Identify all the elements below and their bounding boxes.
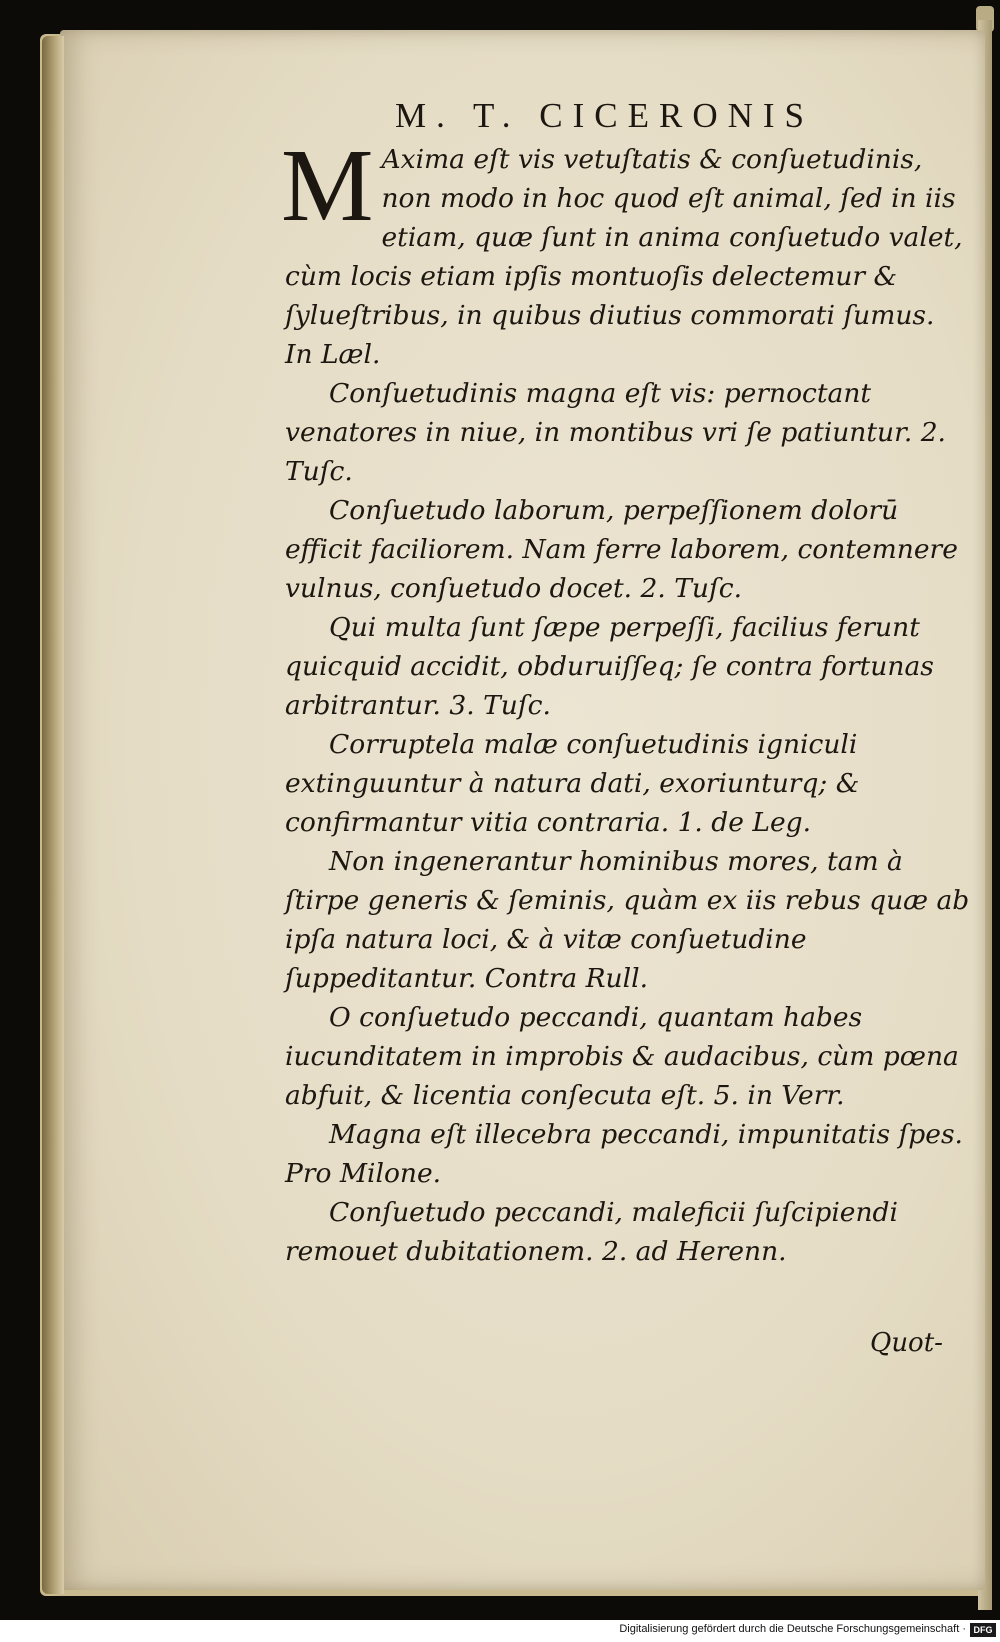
dfg-logo-icon: DFG — [970, 1623, 996, 1637]
running-title: M. T. CICERONIS — [395, 96, 815, 135]
paragraph-8: Magna eſt illecebra peccandi, impunitatis ſpes. Pro Milone. — [285, 1119, 963, 1189]
paragraph-1: Axima eſt vis vetuſtatis & conſuetudinis, non modo in hoc quod eſt animal, ſed in iis etiam, quæ ſunt in anima conſuetudo valet, cùm locis etiam ipſis montuoſis delectemur & ſylueſtribus, in quibus diutius commorati ſumus. In Læl. — [285, 144, 963, 370]
paragraph-6: Non ingenerantur hominibus mores, tam à ſtirpe generis & ſeminis, quàm ex iis rebus quæ ab ipſa natura loci, & à vitæ conſuetudine ſuppeditantur. Contra Rull. — [285, 846, 970, 994]
catchword: Quot- — [870, 1328, 943, 1358]
drop-cap: M — [281, 128, 374, 243]
book-spine — [42, 36, 64, 1594]
paragraph-5: Corruptela malæ conſuetudinis igniculi extinguuntur à natura dati, exoriunturq; & confirmantur vitia contraria. 1. de Leg. — [285, 729, 860, 838]
paragraph-7: O conſuetudo peccandi, quantam habes iucunditatem in improbis & audacibus, cùm pœna abfuit, & licentia conſecuta eſt. 5. in Verr. — [285, 1002, 959, 1111]
paragraph-9: Conſuetudo peccandi, maleficii ſuſcipiendi remouet dubitationem. 2. ad Herenn. — [285, 1197, 898, 1267]
page-body — [281, 128, 970, 1271]
funding-credit: Digitalisierung gefördert durch die Deutsche Forschungsgemeinschaft · — [619, 1623, 966, 1635]
paragraph-4: Qui multa ſunt ſæpe perpeſſi, facilius ferunt quicquid accidit, obduruiſſeq; ſe contra fortunas arbitrantur. 3. Tuſc. — [285, 612, 934, 721]
paragraph-2: Conſuetudinis magna eſt vis: pernoctant venatores in niue, in montibus vri ſe patiuntur. 2. Tuſc. — [285, 378, 946, 487]
paragraph-3: Conſuetudo laborum, perpeſſionem dolorū efficit faciliorem. Nam ferre laborem, contemnere vulnus, conſuetudo docet. 2. Tuſc. — [285, 495, 958, 604]
